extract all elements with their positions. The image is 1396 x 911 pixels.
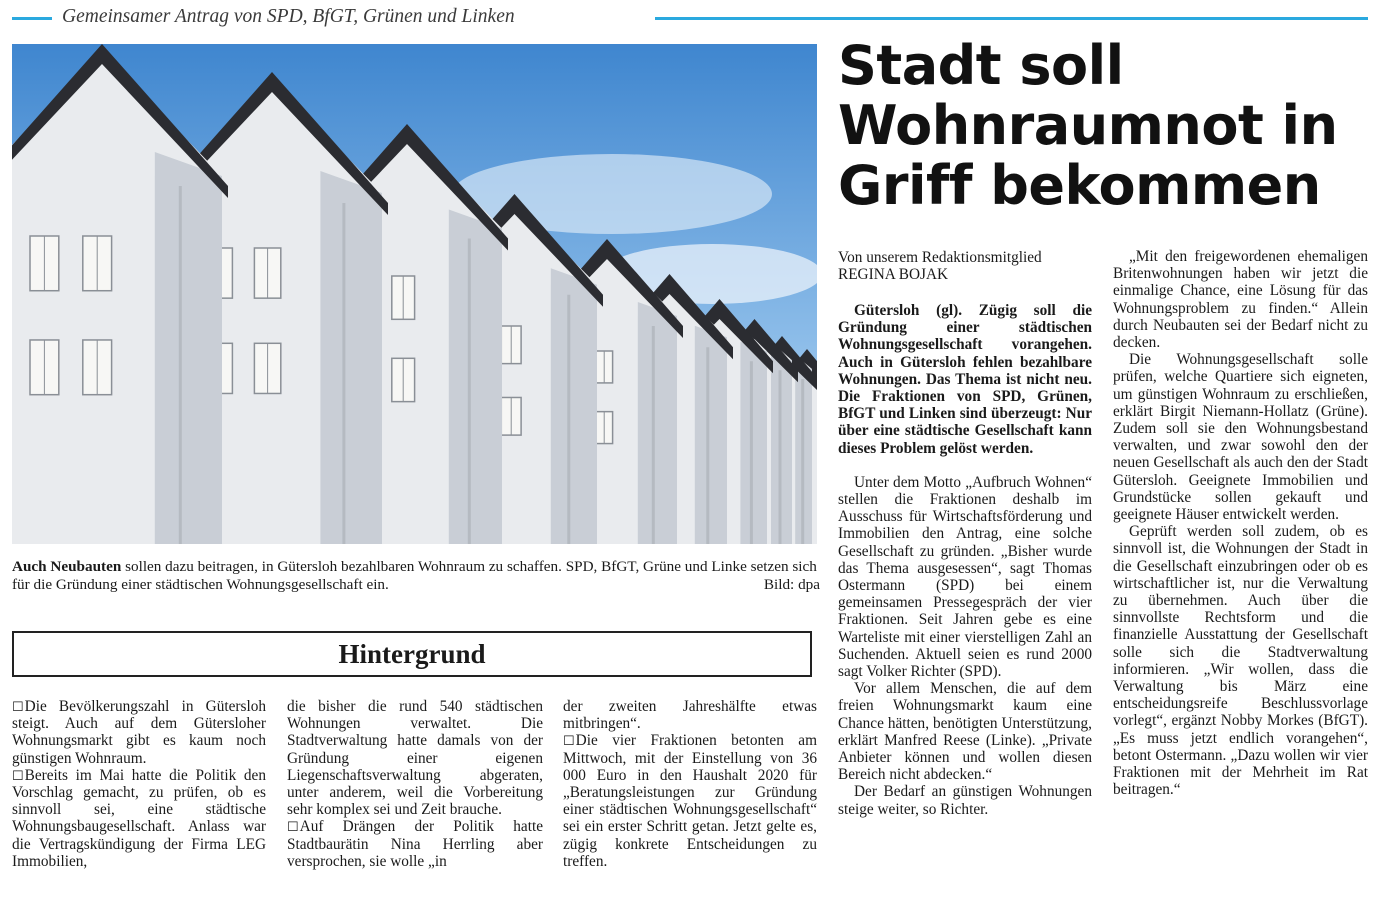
photo-credit: Bild: dpa — [763, 576, 820, 593]
house-side — [155, 152, 222, 544]
background-col-2 — [287, 698, 543, 870]
house-side — [695, 326, 727, 544]
downpipe — [750, 361, 753, 544]
article-paragraph: Unter dem Motto „Aufbruch Wohnen“ stellen die Fraktionen deshalb im Ausschuss für Wirtschaftsförderung und Immobilien den Antrag, eine solche Gesellschaft zu gründen. „Bisher wurde das Thema ausgesessen“, sagt Thomas Ostermann (SPD) bei einem gemeinsamen Pressegespräch der vier Fraktionen. Seit Jahren gebe es eine Warteliste mit einer vierstelligen Zahl an Suchenden. Aktuell seien es rund 2000 sagt Volker Richter (SPD). — [838, 473, 1092, 681]
article-paragraph: Geprüft werden soll zudem, ob es sinnvoll ist, die Wohnungen der Stadt in die Gesellschaft einzubringen oder ob es wirtschaftlicher ist, nur die Verwaltung zu übernehmen. Auch über die sinnvollste Rechtsform und die finanzielle Ausstattung der Gesellschaft solle sich die Stadtverwaltung informieren. „Wir wollen, dass die Verwaltung bis März eine entscheidungsreife Beschlussvorlage vorlegt“, ergänzt Nobby Morkes (BfGT). „Es muss jetzt endlich vorangehen“, betont Ostermann. „Dazu wollen wir vier Fraktionen mit der Mehrheit im Rat beitragen.“ — [1113, 523, 1368, 799]
house-side — [449, 210, 502, 545]
byline — [838, 249, 1098, 283]
article-paragraph: Vor allem Menschen, die auf dem freien Wohnungsmarkt kaum eine Chance hätten, benötigten Unterstützung, erklärt Manfred Reese (Linke). „Private Anbieter können und wollen diesen Bereich nicht abdecken.“ — [838, 680, 1092, 784]
background-col-3 — [563, 698, 817, 870]
kicker: Gemeinsamer Antrag von SPD, BfGT, Grünen und Linken — [62, 6, 515, 27]
downpipe — [801, 379, 804, 544]
downpipe — [779, 370, 782, 544]
caption-text: sollen dazu beitragen, in Gütersloh bezahlbaren Wohnraum zu schaffen. SPD, BfGT, Grüne und Linke setzen sich für die Gründung einer städtischen Wohnungsgesellschaft ein. — [12, 558, 817, 593]
caption-lead: Auch Neubauten — [12, 558, 122, 575]
article-photo — [12, 44, 817, 544]
byline-author: REGINA BOJAK — [838, 266, 949, 284]
background-paragraph: ☐ Die Bevölkerungszahl in Gütersloh steigt. Auch auf dem Gütersloher Wohnungsmarkt gibt es kaum noch günstigen Wohnraum. — [12, 698, 266, 767]
house-side — [320, 171, 382, 544]
background-paragraph: ☐ Die vier Fraktionen betonten am Mittwoch, mit der Einstellung von 36 000 Euro in den Haushalt 2020 für „Beratungsleistungen zur Gründung einer städtischen Wohnungsgesellschaft“ sei ein erster Schritt getan. Jetzt gelte es, zügig konkrete Entscheidungen zu treffen. — [563, 732, 817, 870]
downpipe — [342, 203, 345, 544]
background-heading-box — [12, 631, 812, 677]
downpipe — [706, 347, 709, 544]
article-lead: Gütersloh (gl). Zügig soll die Gründung einer städtischen Wohnungsgesellschaft vorangehen. Auch in Gütersloh fehlen bezahlbare Wohnungen. Das Thema ist nicht neu. Die Fraktionen von SPD, Grünen, BfGT und Linken sind überzeugt: Nur über eine städtische Gesellschaft kann dieses Problem gelöst werden. — [838, 302, 1092, 457]
kicker-rule-left — [12, 17, 52, 20]
article-col-2 — [1113, 248, 1368, 799]
background-paragraph: ☐ Bereits im Mai hatte die Politik den Vorschlag gemacht, zu prüfen, ob es sinnvoll sei, eine städtische Wohnungsbaugesellschaft. Anlass war die Vertragskündigung der Firma LEG Immobilien, — [12, 767, 266, 870]
headline: Stadt soll Wohnraumnot in Griff bekommen — [838, 34, 1338, 217]
article-paragraph: Die Wohnungsgesellschaft solle prüfen, welche Quartiere sich eigneten, um günstigen Wohnraum zu erschließen, erklärt Birgit Niemann-Hollatz (Grüne). Zudem soll sie den Wohnungsbestand verwalten, und zwar sowohl den der neuen Gesellschaft als auch den der Stadt Gütersloh. Geeignete Immobilien und Grundstücke sollen gekauft und geeignete Häuser entwickelt werden. — [1113, 351, 1368, 524]
byline-intro: Von unserem Redaktionsmitglied — [838, 249, 1042, 266]
article-paragraph: „Mit den freigewordenen ehemaligen Britenwohnungen haben wir jetzt die einmalige Chance, eine Lösung für das Wohnungsproblem zu finden.“ Allein durch Neubauten sei der Bedarf nicht zu decken. — [1113, 248, 1368, 352]
background-col-1 — [12, 698, 266, 870]
house-side — [551, 268, 597, 544]
downpipe — [567, 295, 570, 544]
house-side — [638, 302, 677, 544]
downpipe — [179, 186, 182, 544]
downpipe — [652, 326, 655, 544]
photo-caption — [12, 558, 820, 594]
article-col-1 — [838, 302, 1092, 818]
article-paragraph: Der Bedarf an günstigen Wohnungen steige weiter, so Richter. — [838, 783, 1092, 818]
house-side — [740, 342, 767, 544]
background-paragraph: der zweiten Jahreshälfte etwas mitbringen“. — [563, 698, 817, 733]
downpipe — [468, 239, 471, 545]
kicker-rule-right — [655, 17, 1368, 20]
background-paragraph: ☐ Auf Drängen der Politik hatte Stadtbaurätin Nina Herrling aber versprochen, sie wolle „in — [287, 818, 543, 870]
background-heading: Hintergrund — [338, 638, 486, 669]
background-paragraph: die bisher die rund 540 städtischen Wohnungen verwaltet. Die Stadtverwaltung hatte damals von der Gründung einer eigenen Liegenschaftsverwaltung abgeraten, unter anderem, weil die Vorbereitung sehr komplex sei und Zeit brauche. — [287, 698, 543, 819]
